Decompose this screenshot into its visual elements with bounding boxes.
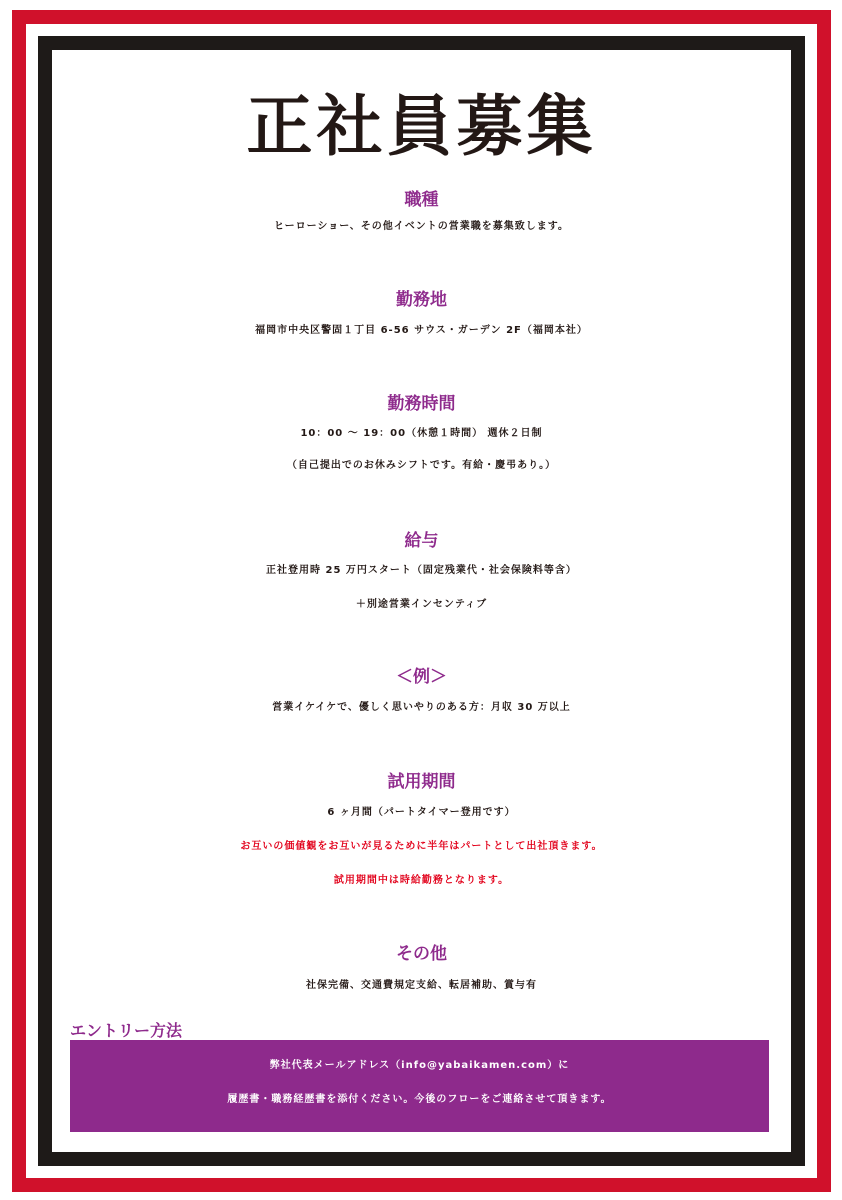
page-title: 正社員募集 [246, 88, 597, 165]
trial-note-1: お互いの価値観をお互いが見るために半年はパートとして出社頂きます。 [240, 841, 603, 852]
section-heading-trial: 試用期間 [387, 772, 456, 792]
hours-text-1: 10：00 ～ 19：00（休憩１時間） 週休２日制 [300, 428, 543, 439]
salary-text-1: 正社登用時 25 万円スタート（固定残業代・社会保険料等含） [266, 565, 577, 576]
section-heading-other: その他 [396, 944, 447, 964]
hours-text-2: （自己提出でのお休みシフトです。有給・慶弔あり。） [286, 460, 557, 471]
section-heading-location: 勤務地 [396, 290, 447, 310]
other-text: 社保完備、交通費規定支給、転居補助、賞与有 [306, 980, 537, 991]
section-heading-hours: 勤務時間 [387, 394, 456, 414]
example-text: 営業イケイケで、優しく思いやりのある方：月収 30 万以上 [272, 702, 571, 713]
trial-note-2: 試用期間中は時給勤務となります。 [333, 875, 510, 886]
entry-text-2: 履歴書・職務経歴書を添付ください。今後のフローをご連絡させて頂きます。 [227, 1094, 612, 1105]
poster-content [52, 50, 791, 1152]
location-text: 福岡市中央区警固１丁目 6-56 サウス・ガーデン 2F（福岡本社） [255, 325, 588, 336]
entry-heading: エントリー方法 [70, 1021, 183, 1040]
section-heading-example: ＜例＞ [396, 667, 447, 687]
entry-text-1: 弊社代表メールアドレス（info@yabaikamen.com）に [269, 1060, 570, 1071]
entry-box [70, 1040, 769, 1132]
section-heading-job-type: 職種 [404, 190, 439, 210]
salary-text-2: ＋別途営業インセンティブ [355, 599, 488, 610]
section-heading-salary: 給与 [404, 531, 439, 551]
trial-text: 6 ヶ月間（パートタイマー登用です） [327, 807, 516, 818]
job-type-text: ヒーローショー、その他イベントの営業職を募集致します。 [274, 221, 569, 232]
